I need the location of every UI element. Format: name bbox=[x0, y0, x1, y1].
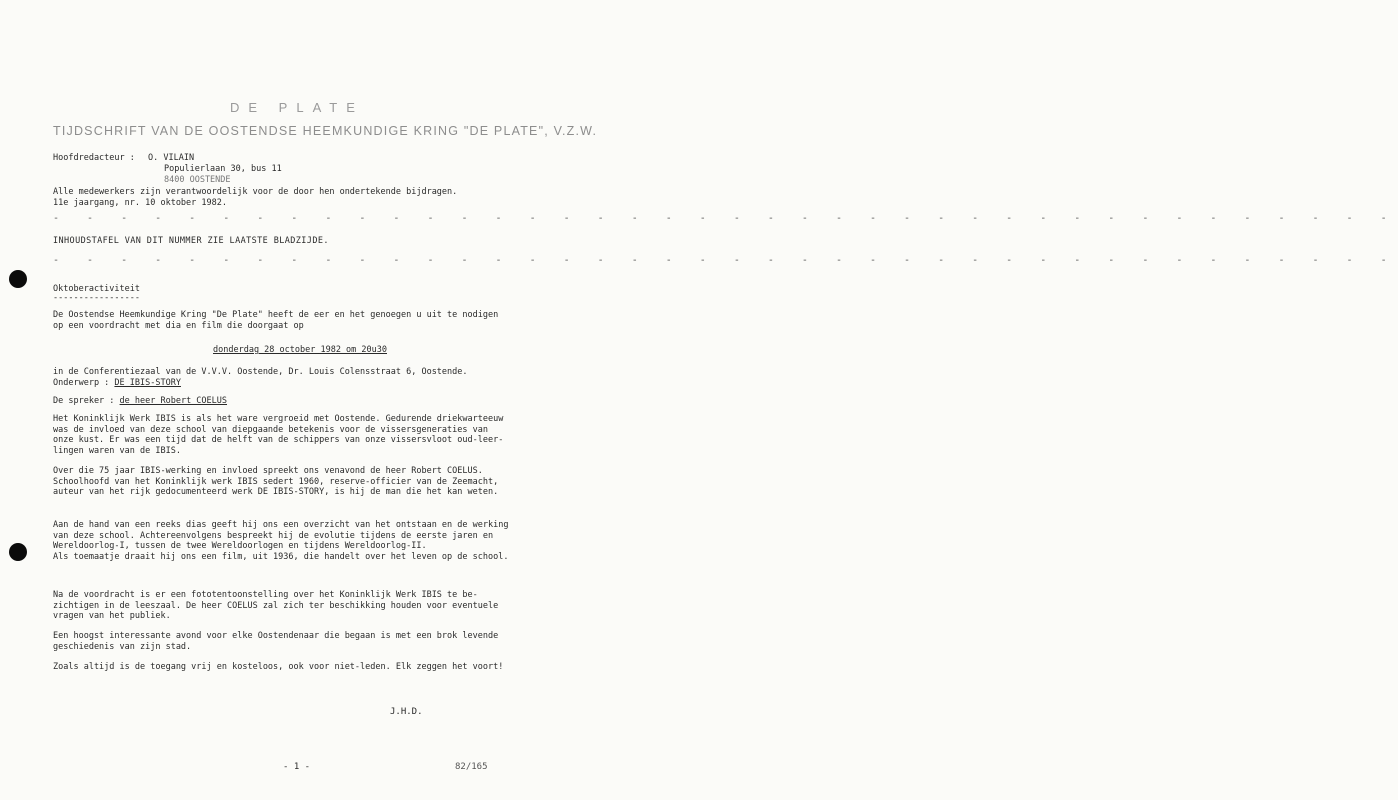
subject-line bbox=[53, 378, 181, 389]
event-date-text: donderdag 28 october 1982 om 20u30 bbox=[213, 345, 387, 355]
issue-line: 11e jaargang, nr. 10 oktober 1982. bbox=[53, 198, 227, 208]
editor-label: Hoofdredacteur : bbox=[53, 153, 135, 163]
separator-1: - - - - - - - - - - - - - - - - - - - - - - - - - - - - - - - - - - - - - - - - bbox=[53, 213, 1398, 224]
archive-reference: 82/165 bbox=[455, 762, 488, 772]
section-underline: ----------------- bbox=[53, 293, 140, 303]
editor-city: 8400 OOSTENDE bbox=[164, 175, 231, 185]
masthead-title: DE PLATE bbox=[230, 100, 364, 115]
paragraph-speaker-bio: Over die 75 jaar IBIS-werking en invloed spreekt ons venavond de heer Robert COELUS. Schoolhoofd van het Koninklijk werk IBIS sedert 1960, reserve-officier van de Zeemacht, auteur van het rijk gedocumenteerd werk DE IBIS-STORY, is hij de man die het kan weten. bbox=[53, 466, 499, 497]
page-number: - 1 - bbox=[283, 762, 311, 772]
punch-hole-top bbox=[9, 270, 27, 288]
paragraph-ibis-history: Het Koninklijk Werk IBIS is als het ware vergroeid met Oostende. Gedurende driekwarteeuw was de invloed van deze school van diepgaande betekenis voor de vissersgeneraties van onze kust. Er was een tijd dat de helft van de schippers van onze vissersvloot oud-leer- lingen waren van de IBIS. bbox=[53, 414, 504, 456]
subject-text: DE IBIS-STORY bbox=[114, 378, 181, 388]
editor-block bbox=[53, 153, 194, 164]
paragraph-free-entry: Zoals altijd is de toegang vrij en kosteloos, ook voor niet-leden. Elk zeggen het voort! bbox=[53, 662, 504, 672]
masthead-subtitle: TIJDSCHRIFT VAN DE OOSTENDSE HEEMKUNDIGE KRING "DE PLATE", V.Z.W. bbox=[53, 124, 598, 138]
event-date bbox=[213, 345, 387, 356]
author-initials: J.H.D. bbox=[390, 707, 423, 717]
editor-name: O. VILAIN bbox=[148, 153, 195, 163]
paragraph-interesting-evening: Een hoogst interessante avond voor elke Oostendenaar die begaan is met een brok levende geschiedenis van zijn stad. bbox=[53, 631, 499, 652]
paragraph-slides-film: Aan de hand van een reeks dias geeft hij ons een overzicht van het ontstaan en de werking van deze school. Achtereenvolgens bespreekt hij de evolutie tijdens de eerste jaren en Wereldoorlog-I, tussen de twee Wereldoorlogen en tijdens Wereldoorlog-II. Als toemaatje draait hij ons een film, uit 1936, die handelt over het leven op de school. bbox=[53, 520, 509, 562]
speaker-line bbox=[53, 396, 227, 407]
paragraph-exhibition: Na de voordracht is er een fototentoonstelling over het Koninklijk Werk IBIS te be- zichtigen in de leeszaal. De heer COELUS zal zich ter beschikking houden voor eventuele vragen van het publiek. bbox=[53, 590, 499, 621]
contents-notice: INHOUDSTAFEL VAN DIT NUMMER ZIE LAATSTE BLADZIJDE. bbox=[53, 236, 329, 246]
section-title: Oktoberactiviteit bbox=[53, 284, 140, 294]
speaker-name: de heer Robert COELUS bbox=[119, 396, 228, 406]
intro-paragraph: De Oostendse Heemkundige Kring "De Plate" heeft de eer en het genoegen u uit te nodigen op een voordracht met dia en film die doorgaat op bbox=[53, 310, 499, 331]
speaker-label: De spreker : bbox=[53, 396, 115, 406]
editor-street: Populierlaan 30, bus 11 bbox=[164, 164, 282, 174]
punch-hole-bottom bbox=[9, 543, 27, 561]
venue-line: in de Conferentiezaal van de V.V.V. Oostende, Dr. Louis Colensstraat 6, Oostende. bbox=[53, 367, 468, 377]
separator-2: - - - - - - - - - - - - - - - - - - - - - - - - - - - - - - - - - - - - - - - - bbox=[53, 255, 1398, 266]
responsibility-notice: Alle medewerkers zijn verantwoordelijk voor de door hen ondertekende bijdragen. bbox=[53, 187, 458, 197]
subject-label: Onderwerp : bbox=[53, 378, 110, 388]
